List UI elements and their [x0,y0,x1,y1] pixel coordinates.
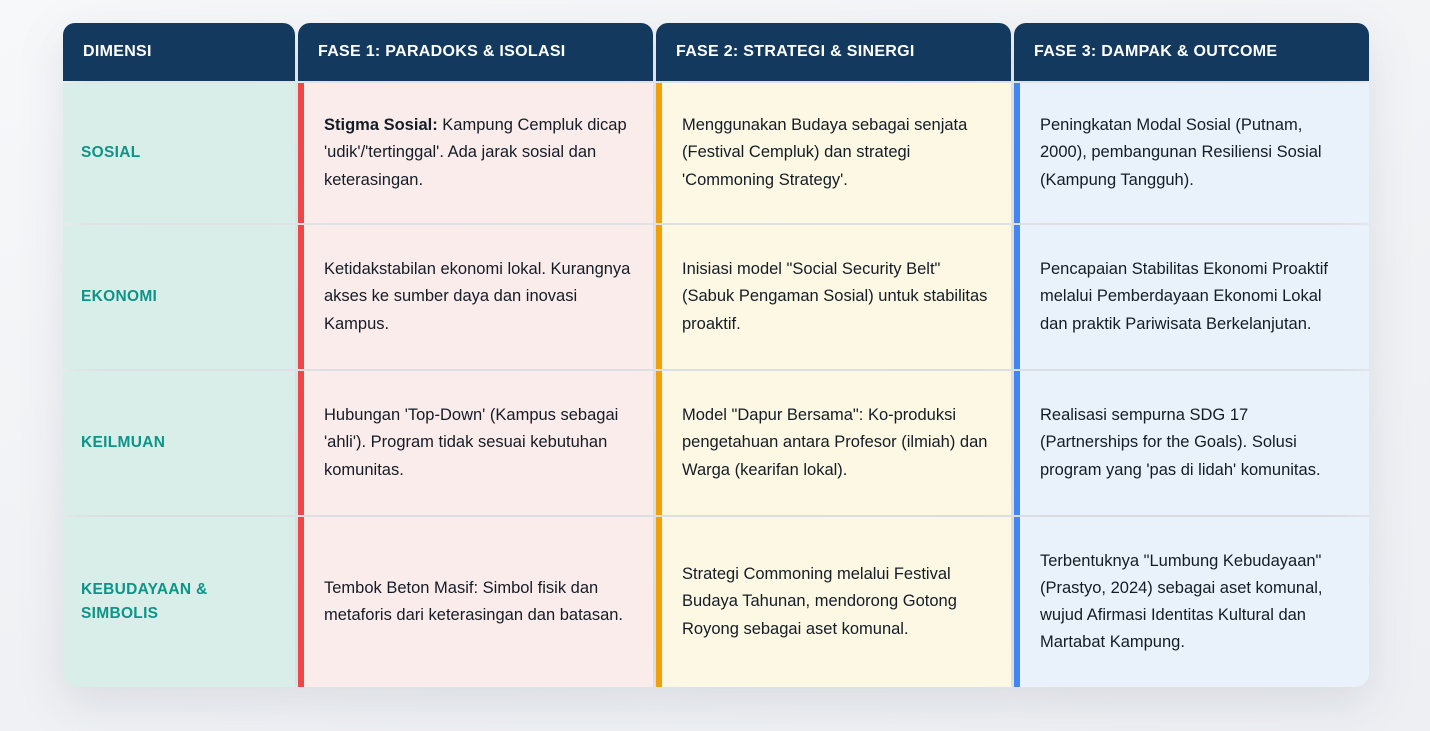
table-header [63,23,1369,81]
dimension-label-kebudayaan [63,517,295,687]
column-header-fase2: FASE 2: STRATEGI & SINERGI [656,23,1011,81]
cell-kebudayaan-fase2 [656,517,1011,687]
cell-text: Realisasi sempurna SDG 17 (Partnerships for the Goals). Solusi program yang 'pas di lidah' komunitas. [1040,406,1321,479]
cell-kebudayaan-fase1 [298,517,653,687]
cell-text: Menggunakan Budaya sebagai senjata (Festival Cempluk) dan strategi 'Commoning Strategy'. [682,116,968,189]
dimension-label-sosial [63,83,295,223]
cell-keilmuan-fase2 [656,371,1011,515]
column-header-dimensi: DIMENSI [63,23,295,81]
dimension-text: SOSIAL [81,143,141,161]
cell-text: Hubungan 'Top-Down' (Kampus sebagai 'ahli'). Program tidak sesuai kebutuhan komunitas. [324,406,619,479]
cell-text: Strategi Commoning melalui Festival Budaya Tahunan, mendorong Gotong Royong sebagai aset komunal. [682,565,957,638]
table-row-ekonomi [63,225,1369,369]
table-row-kebudayaan [63,517,1369,687]
table-row-sosial [63,83,1369,223]
cell-text: Model "Dapur Bersama": Ko-produksi pengetahuan antara Profesor (ilmiah) dan Warga (kearifan lokal). [682,406,988,479]
dimension-text: KEBUDAYAAN & SIMBOLIS [81,580,208,622]
column-header-fase3: FASE 3: DAMPAK & OUTCOME [1014,23,1369,81]
cell-text: Tembok Beton Masif: Simbol fisik dan metaforis dari keterasingan dan batasan. [324,578,624,624]
cell-sosial-fase3 [1014,83,1369,223]
cell-keilmuan-fase3 [1014,371,1369,515]
header-row [63,23,1369,81]
cell-keilmuan-fase1 [298,371,653,515]
table-body [63,83,1369,687]
comparison-matrix-container [60,21,1372,689]
cell-ekonomi-fase2 [656,225,1011,369]
cell-sosial-fase1 [298,83,653,223]
cell-text: Inisiasi model "Social Security Belt" (Sabuk Pengaman Sosial) untuk stabilitas proaktif. [682,260,988,333]
column-header-fase1: FASE 1: PARADOKS & ISOLASI [298,23,653,81]
cell-ekonomi-fase3 [1014,225,1369,369]
comparison-table [60,21,1372,689]
dimension-label-ekonomi [63,225,295,369]
cell-text: Peningkatan Modal Sosial (Putnam, 2000), pembangunan Resiliensi Sosial (Kampung Tangguh). [1040,116,1322,189]
cell-kebudayaan-fase3 [1014,517,1369,687]
cell-text: Ketidakstabilan ekonomi lokal. Kurangnya akses ke sumber daya dan inovasi Kampus. [324,260,631,333]
cell-ekonomi-fase1 [298,225,653,369]
table-row-keilmuan [63,371,1369,515]
cell-lead-text: Stigma Sosial: [324,116,438,135]
dimension-text: KEILMUAN [81,433,166,451]
dimension-label-keilmuan [63,371,295,515]
cell-text: Pencapaian Stabilitas Ekonomi Proaktif melalui Pemberdayaan Ekonomi Lokal dan praktik Pariwisata Berkelanjutan. [1040,260,1328,333]
cell-text: Terbentuknya "Lumbung Kebudayaan" (Prastyo, 2024) sebagai aset komunal, wujud Afirmasi Identitas Kultural dan Martabat Kampung. [1040,551,1323,652]
dimension-text: EKONOMI [81,287,158,305]
cell-sosial-fase2 [656,83,1011,223]
cell-text: Kampung Cempluk dicap 'udik'/'tertinggal'. Ada jarak sosial dan keterasingan. [324,116,627,189]
